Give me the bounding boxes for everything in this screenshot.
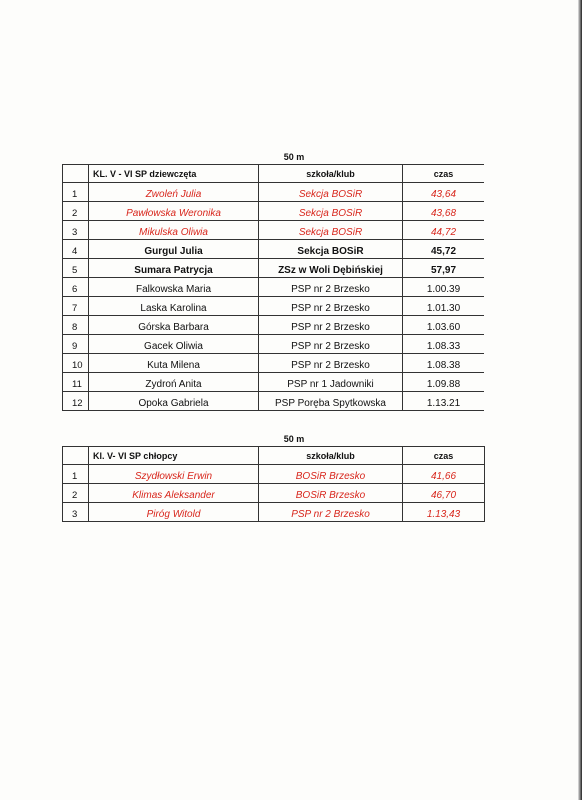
result-time: 57,97 <box>403 259 485 278</box>
club-name: BOSiR Brzesko <box>259 465 403 484</box>
athlete-name: Szydłowski Erwin <box>89 465 259 484</box>
athlete-name: Laska Karolina <box>89 297 259 316</box>
athlete-name: Klimas Aleksander <box>89 484 259 503</box>
result-time: 44,72 <box>403 221 485 240</box>
row-number: 8 <box>63 316 89 335</box>
table-row <box>63 221 485 240</box>
row-number: 10 <box>63 354 89 373</box>
table-row <box>63 316 485 335</box>
result-time: 1.13,43 <box>403 503 485 522</box>
boys-distance-heading: 50 m <box>283 434 305 444</box>
result-time: 1.00.39 <box>403 278 485 297</box>
result-time: 1.01.30 <box>403 297 485 316</box>
table-row <box>63 354 485 373</box>
row-number: 5 <box>63 259 89 278</box>
girls-table-wrapper <box>62 164 484 420</box>
club-name: PSP nr 2 Brzesko <box>259 297 403 316</box>
row-number: 12 <box>63 392 89 411</box>
row-number: 3 <box>63 221 89 240</box>
result-time: 1.08.33 <box>403 335 485 354</box>
result-time: 1.03.60 <box>403 316 485 335</box>
athlete-name: Gurgul Julia <box>89 240 259 259</box>
club-name: Sekcja BOSiR <box>259 202 403 221</box>
table-row <box>63 297 485 316</box>
table-row <box>63 278 485 297</box>
result-time: 1.08.38 <box>403 354 485 373</box>
table-row <box>63 335 485 354</box>
row-number: 2 <box>63 484 89 503</box>
athlete-name: Opoka Gabriela <box>89 392 259 411</box>
club-name: PSP nr 2 Brzesko <box>259 335 403 354</box>
club-name: PSP nr 2 Brzesko <box>259 278 403 297</box>
athlete-name: Piróg Witold <box>89 503 259 522</box>
result-time: 1.13.21 <box>403 392 485 411</box>
row-number: 6 <box>63 278 89 297</box>
club-name: BOSiR Brzesko <box>259 484 403 503</box>
table-row <box>63 373 485 392</box>
girls-header-time: czas <box>403 165 485 183</box>
girls-header-club: szkoła/klub <box>259 165 403 183</box>
athlete-name: Zwoleń Julia <box>89 183 259 202</box>
athlete-name: Górska Barbara <box>89 316 259 335</box>
boys-header-time: czas <box>403 447 485 465</box>
boys-table-body <box>63 465 485 522</box>
boys-results-table <box>62 446 485 522</box>
athlete-name: Pawłowska Weronika <box>89 202 259 221</box>
girls-table-body <box>63 183 485 411</box>
club-name: PSP nr 1 Jadowniki <box>259 373 403 392</box>
result-time: 1.09.88 <box>403 373 485 392</box>
club-name: PSP nr 2 Brzesko <box>259 503 403 522</box>
row-number: 1 <box>63 465 89 484</box>
row-number: 9 <box>63 335 89 354</box>
club-name: Sekcja BOSiR <box>259 221 403 240</box>
result-time: 41,66 <box>403 465 485 484</box>
club-name: Sekcja BOSiR <box>259 240 403 259</box>
club-name: PSP nr 2 Brzesko <box>259 354 403 373</box>
girls-header-no <box>63 165 89 183</box>
club-name: ZSz w Woli Dębińskiej <box>259 259 403 278</box>
boys-results-section <box>62 432 484 522</box>
athlete-name: Gacek Oliwia <box>89 335 259 354</box>
athlete-name: Sumara Patrycja <box>89 259 259 278</box>
table-row <box>63 484 485 503</box>
table-row <box>63 392 485 411</box>
athlete-name: Zydroń Anita <box>89 373 259 392</box>
boys-header-row <box>63 447 485 465</box>
athlete-name: Mikulska Oliwia <box>89 221 259 240</box>
girls-results-section <box>62 150 484 420</box>
table-row <box>63 183 485 202</box>
boys-header-category: Kl. V- VI SP chłopcy <box>89 447 259 465</box>
result-time: 43,68 <box>403 202 485 221</box>
result-time: 45,72 <box>403 240 485 259</box>
boys-header-club: szkoła/klub <box>259 447 403 465</box>
boys-header-no <box>63 447 89 465</box>
club-name: PSP nr 2 Brzesko <box>259 316 403 335</box>
row-number: 1 <box>63 183 89 202</box>
row-number: 2 <box>63 202 89 221</box>
row-number: 7 <box>63 297 89 316</box>
athlete-name: Falkowska Maria <box>89 278 259 297</box>
table-row <box>63 240 485 259</box>
table-row <box>63 259 485 278</box>
club-name: PSP Poręba Spytkowska <box>259 392 403 411</box>
girls-results-table <box>62 164 484 411</box>
row-number: 3 <box>63 503 89 522</box>
table-row <box>63 503 485 522</box>
scan-page-edge <box>578 0 582 800</box>
girls-distance-heading: 50 m <box>283 152 305 162</box>
girls-header-category: KL. V - VI SP dziewczęta <box>89 165 259 183</box>
result-time: 43,64 <box>403 183 485 202</box>
club-name: Sekcja BOSiR <box>259 183 403 202</box>
table-row <box>63 202 485 221</box>
girls-header-row <box>63 165 485 183</box>
athlete-name: Kuta Milena <box>89 354 259 373</box>
table-row <box>63 465 485 484</box>
row-number: 11 <box>63 373 89 392</box>
row-number: 4 <box>63 240 89 259</box>
result-time: 46,70 <box>403 484 485 503</box>
